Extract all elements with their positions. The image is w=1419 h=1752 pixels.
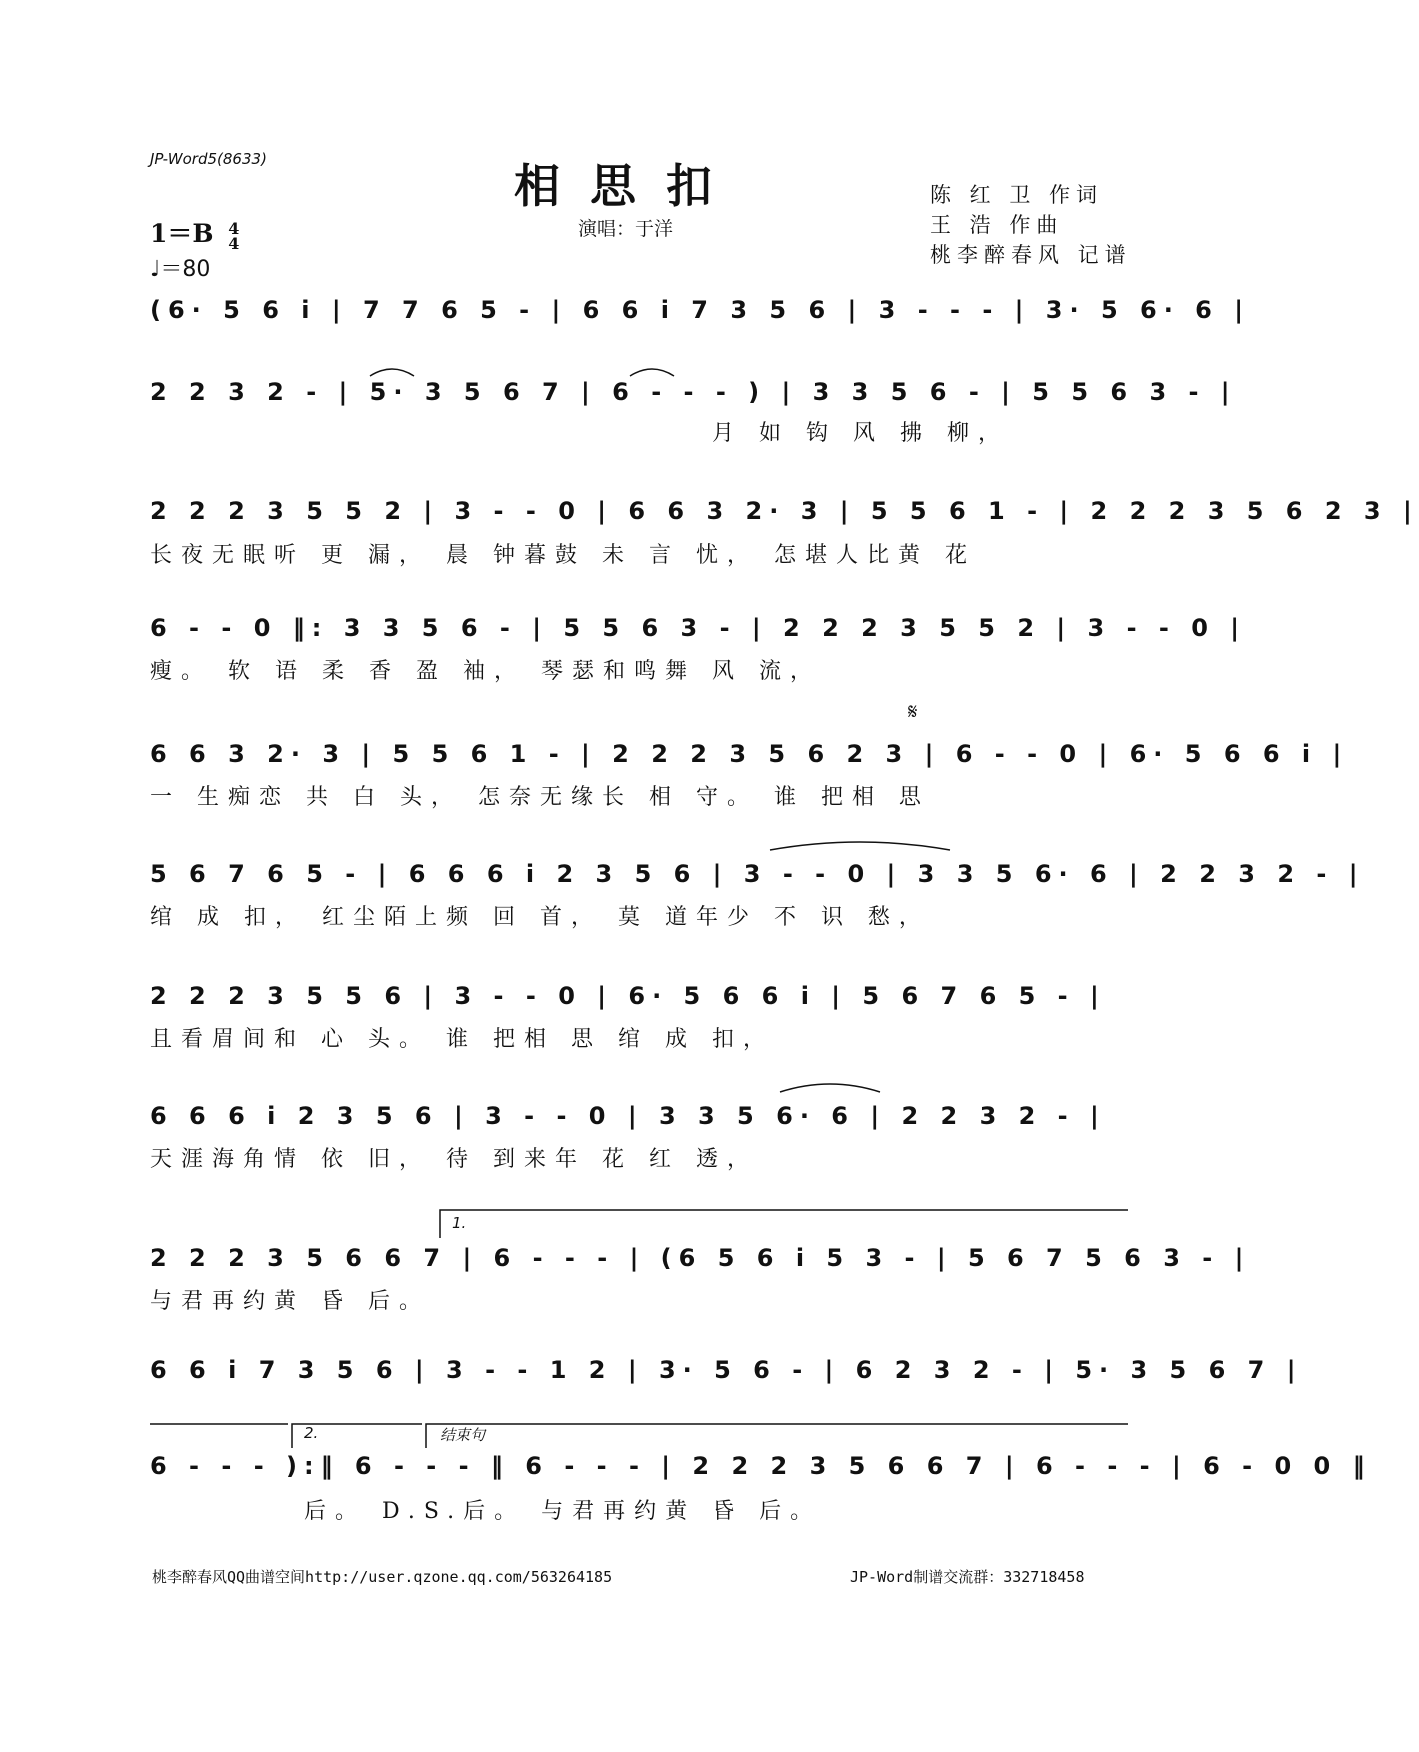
time-signature-top: 4 — [228, 218, 240, 238]
score-line-8-notes: 6 6 6 i 2 3 5 6 | 3 - - 0 | 3 3 5 6· 6 | 2 2 3 2 - | — [150, 1102, 1106, 1130]
score-line-4-notes: 6 - - 0 ‖: 3 3 5 6 - | 5 5 6 3 - | 2 2 2 3 5 5 2 | 3 - - 0 | — [150, 614, 1247, 642]
score-line-8-lyrics: 天涯海角情 依 旧， 待 到来年 花 红 透， — [150, 1147, 758, 1172]
segno-icon: 𝄋 — [908, 700, 918, 725]
score-line-7-notes: 2 2 2 3 5 5 6 | 3 - - 0 | 6· 5 6 6 i | 5 6 7 6 5 - | — [150, 982, 1106, 1010]
composer-credit: 王 浩 作曲 — [930, 213, 1064, 237]
coda-bracket — [426, 1424, 1128, 1448]
score-line-9-lyrics: 与君再约黄 昏 后。 — [150, 1289, 430, 1314]
slur-line-2 — [370, 369, 414, 376]
score-line-3-lyrics: 长夜无眠听 更 漏， 晨 钟暮鼓 未 言 忧， 怎堪人比黄 花 — [150, 543, 976, 568]
footer-left-link: 桃李醉春风QQ曲谱空间http://user.qzone.qq.com/563264185 — [152, 1568, 613, 1586]
score-line-10-notes: 6 6 i 7 3 5 6 | 3 - - 1 2 | 3· 5 6 - | 6 2 3 2 - | 5· 3 5 6 7 | — [150, 1356, 1303, 1384]
song-title: 相思扣 — [514, 159, 742, 213]
singer-label: 演唱：于洋 — [578, 218, 674, 240]
score-line-6-notes: 5 6 7 6 5 - | 6 6 6 i 2 3 5 6 | 3 - - 0 | 3 3 5 6· 6 | 2 2 3 2 - | — [150, 860, 1365, 888]
footer-right-group: JP-Word制谱交流群：332718458 — [850, 1568, 1085, 1586]
slur-line-6 — [770, 842, 950, 850]
slur-line-8 — [780, 1084, 880, 1092]
score-line-2-lyrics: 月 如 钩 风 拂 柳， — [712, 421, 1009, 446]
score-line-7-lyrics: 且看眉间和 心 头。 谁 把相 思 绾 成 扣， — [150, 1027, 774, 1052]
score-line-9-notes: 2 2 2 3 5 6 6 7 | 6 - - - | (6 5 6 i 5 3 - | 5 6 7 5 6 3 - | — [150, 1244, 1251, 1272]
volta-2-bracket — [292, 1424, 422, 1448]
score-line-5-notes: 6 6 3 2· 3 | 5 5 6 1 - | 2 2 2 3 5 6 2 3 | 6 - - 0 | 6· 5 6 6 i | — [150, 740, 1349, 768]
score-line-11-lyrics: 后。 D.S.后。 与君再约黄 昏 后。 — [304, 1499, 822, 1524]
slur-line-2b — [630, 369, 674, 376]
score-line-6-lyrics: 绾 成 扣， 红尘陌上频 回 首， 莫 道年少 不 识 愁， — [150, 905, 930, 930]
lyricist-credit: 陈 红 卫 作词 — [930, 183, 1104, 207]
volta-2-label: 2. — [304, 1424, 319, 1442]
software-label: JP-Word5(8633) — [150, 150, 267, 168]
tempo-marking: ♩＝80 — [150, 257, 211, 282]
volta-1-label: 1. — [452, 1214, 467, 1232]
time-signature-bottom: 4 — [228, 233, 240, 253]
key-label: 1＝B — [150, 219, 214, 248]
volta-1-bracket — [440, 1210, 1128, 1238]
transcriber-credit: 桃李醉春风 记谱 — [930, 243, 1132, 267]
score-line-11-notes: 6 - - - ):‖ 6 - - - ‖ 6 - - - | 2 2 2 3 5 6 6 7 | 6 - - - | 6 - 0 0 ‖ — [150, 1452, 1372, 1480]
score-line-2-notes: 2 2 3 2 - | 5· 3 5 6 7 | 6 - - - ) | 3 3 5 6 - | 5 5 6 3 - | — [150, 378, 1237, 406]
score-line-3-notes: 2 2 2 3 5 5 2 | 3 - - 0 | 6 6 3 2· 3 | 5 5 6 1 - | 2 2 2 3 5 6 2 3 | — [150, 497, 1419, 525]
score-line-5-lyrics: 一 生痴恋 共 白 头， 怎奈无缘长 相 守。 谁 把相 思 — [150, 785, 930, 810]
coda-label: 结束句 — [440, 1426, 486, 1444]
score-line-4-lyrics: 瘦。 软 语 柔 香 盈 袖， 琴瑟和鸣舞 风 流， — [150, 659, 821, 684]
score-line-1-notes: (6· 5 6 i | 7 7 6 5 - | 6 6 i 7 3 5 6 | 3 - - - | 3· 5 6· 6 | — [150, 296, 1250, 324]
